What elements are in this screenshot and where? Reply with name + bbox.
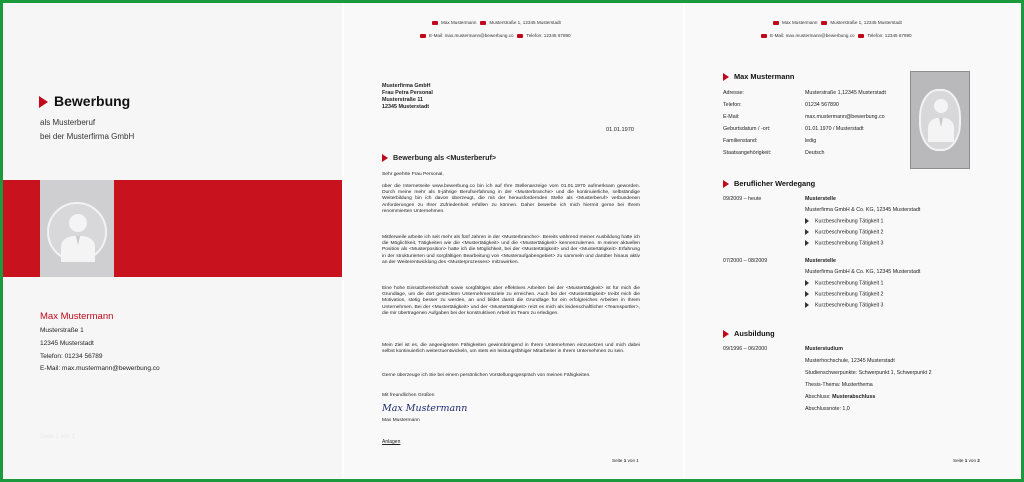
letter-subject: Bewerbung als <Musterberuf> [382, 153, 496, 162]
career-title-1: Musterstelle [805, 196, 836, 202]
person-icon [773, 21, 779, 25]
value-nationality: Deutsch [805, 150, 825, 156]
attachments-link[interactable]: Anlagen [382, 439, 401, 445]
career-company-1: Musterfirma GmbH & Co. KG, 12345 Musterstadt [805, 207, 921, 213]
photo-placeholder [40, 180, 114, 277]
letter-paragraph-2: Mittlerweile arbeite ich seit mehr als fünf Jahren in der <Musterbranche>. Bereits während meiner Ausbildung hatte ich die Möglichkeit, Tätigkeiten wie die <Mustertätigkeit> und die <Mustertätigkeit> kennenzulernen. In meiner aktuellen Position als <Musterposition> hatte ich die Möglichkeit, bei der <Mustertätigkeit> und der <Mustertätigkeit> Erfahrung in der strukturierten und sorgfältigen Bearbeitung von <Musteraufgabengebiet> zu sammeln und darüber hinaus aktiv an der Weiterentwicklung des <Musterprozesses> mitzuwirken. [382, 235, 640, 265]
career-task: Kurzbeschreibung Tätigkeit 2 [805, 291, 884, 297]
education-degree: Abschluss: Musterabschluss [805, 394, 876, 400]
cover-title: Bewerbung [39, 93, 130, 109]
header-contact-row1: Max Mustermann Musterstraße 1, 12345 Musterstadt [773, 20, 902, 25]
applicant-name: Max Mustermann [40, 311, 114, 322]
avatar-icon [919, 89, 961, 151]
page-number: Seite 1 von 1 [612, 458, 639, 463]
city: 12345 Musterstadt [40, 340, 94, 347]
cv-page [685, 3, 1021, 479]
value-birth: 01.01.1970 / Musterstadt [805, 126, 864, 132]
street: Musterstraße 1 [40, 327, 84, 334]
career-task: Kurzbeschreibung Tätigkeit 2 [805, 229, 884, 235]
letter-paragraph-4: Mein Ziel ist es, die angeeigneten Fähigkeiten gewinnbringend in Ihrem Unternehmen einzusetzen und mich dabei selbst kontinuierlich weiterzuentwickeln, um stets ein leistungsfähiger Mitarbeiter in Ihrem Unternehmen zu sein. [382, 343, 640, 355]
cover-subtitle-role: als Musterberuf [40, 118, 96, 127]
label-birth: Geburtsdatum / -ort: [723, 126, 771, 132]
header-contact-row1: Max Mustermann Musterstraße 1, 12345 Musterstadt [432, 20, 561, 25]
letter-paragraph-1: über die Internetseite www.bewerbung.co bin ich auf Ihre Stellenanzeige vom 01.01.1970 aufmerksam geworden. Durch meine mehr als 5-jährige Berufserfahrung in der <Musterbranche> und die kontinuierliche, selbständige Weiterbildung bin ich davon überzeugt, die mit der herausfordernden Stelle als <Musterberuf> verbundenen Anforderungen zu Ihrer Zufriedenheit erfüllen zu können. Daher bewerbe ich mich hiermit gerne bei Ihrem renommierten Unternehmen. [382, 184, 640, 214]
label-nationality: Staatsangehörigkeit: [723, 150, 772, 156]
signed-name: Max Mustermann [382, 418, 420, 423]
career-company-2: Musterfirma GmbH & Co. KG, 12345 Musterstadt [805, 269, 921, 275]
value-phone: 01234 567890 [805, 102, 839, 108]
education-school: Musterhochschule, 12345 Musterstadt [805, 358, 895, 364]
home-icon [480, 21, 486, 25]
arrow-icon [723, 73, 729, 81]
phone: Telefon: 01234 56789 [40, 353, 103, 360]
mail-icon [761, 34, 767, 38]
phone-icon [517, 34, 523, 38]
bullet-arrow-icon [805, 229, 809, 235]
arrow-icon [382, 154, 388, 162]
bullet-arrow-icon [805, 291, 809, 297]
career-period-1: 09/2009 – heute [723, 196, 762, 202]
arrow-icon [723, 330, 729, 338]
career-task: Kurzbeschreibung Tätigkeit 3 [805, 302, 884, 308]
person-icon [432, 21, 438, 25]
bullet-arrow-icon [805, 218, 809, 224]
page-number: Seite 1 von 2 [953, 458, 980, 463]
label-phone: Telefon: [723, 102, 742, 108]
cover-page [3, 3, 342, 479]
cv-name-heading: Max Mustermann [723, 72, 794, 81]
bullet-arrow-icon [805, 302, 809, 308]
letter-page [344, 3, 683, 479]
career-heading: Beruflicher Werdegang [723, 179, 815, 188]
letter-paragraph-3: Eine hohe Einsatzbereitschaft sowie sorgfältiges aber effektives Arbeiten bei der <Mustertätigkeit> ist für mich die Grundlage, um die dort gesteckten Unternehmensziele zu erreichen. Auch bei der <Mustertätigkeit> treibt mich die Motivation, stetig besser zu werden, an und bildet damit die Grundlage für ein erfolgreiches Arbeiten in Ihrem Unternehmen. Bei der <Mustertätigkeit> und der <Mustertätigkeit> reizt es mich als leidenschaftlicher <Teamsportler>, die mir übertragenen Aufgaben bei der konstruktiven Arbeit im Team zu erledigen. [382, 286, 640, 316]
label-marital: Familienstand: [723, 138, 758, 144]
education-period: 09/1996 – 06/2000 [723, 346, 768, 352]
bullet-arrow-icon [805, 240, 809, 246]
cover-subtitle-company: bei der Musterfirma GmbH [40, 132, 135, 141]
email: E-Mail: max.mustermann@bewerbung.co [40, 365, 160, 372]
letter-date: 01.01.1970 [606, 127, 634, 133]
header-contact-row2: E-Mail: max.mustermann@bewerbung.co Telefon: 12345 67890 [420, 33, 571, 38]
value-marital: ledig [805, 138, 817, 144]
letter-closing: Mit freundlichen Grüßen [382, 393, 435, 398]
letter-paragraph-5: Gerne überzeuge ich Sie bei einem persönlichen Vorstellungsgespräch von meinen Fähigkeiten. [382, 373, 591, 378]
recipient-address: Musterfirma GmbH Frau Petra Personal Musterstraße 11 12345 Musterstadt [382, 83, 433, 110]
signature: Max Mustermann [382, 403, 468, 414]
home-icon [821, 21, 827, 25]
phone-icon [858, 34, 864, 38]
mail-icon [420, 34, 426, 38]
career-period-2: 07/2000 – 08/2009 [723, 258, 768, 264]
faded-footer: Seite 1 von 1 [40, 434, 76, 440]
education-title: Musterstudium [805, 346, 843, 352]
education-heading: Ausbildung [723, 329, 775, 338]
letter-greeting: Sehr geehrte Frau Personal, [382, 172, 444, 177]
career-task: Kurzbeschreibung Tätigkeit 1 [805, 218, 884, 224]
education-grade: Abschlussnote: 1,0 [805, 406, 850, 412]
education-focus: Studienschwerpunkte: Schwerpunkt 1, Schwerpunkt 2 [805, 370, 932, 376]
value-address: Musterstraße 1,12345 Musterstadt [805, 90, 886, 96]
bullet-arrow-icon [805, 280, 809, 286]
arrow-icon [723, 180, 729, 188]
label-email: E-Mail: [723, 114, 740, 120]
career-title-2: Musterstelle [805, 258, 836, 264]
avatar-icon [47, 202, 107, 262]
career-task: Kurzbeschreibung Tätigkeit 1 [805, 280, 884, 286]
value-email: max.mustermann@bewerbung.co [805, 114, 885, 120]
arrow-icon [39, 96, 48, 108]
label-address: Adresse: [723, 90, 744, 96]
career-task: Kurzbeschreibung Tätigkeit 3 [805, 240, 884, 246]
cv-photo-placeholder [910, 71, 970, 169]
education-thesis: Thesis-Thema: Musterthema [805, 382, 873, 388]
header-contact-row2: E-Mail: max.mustermann@bewerbung.co Telefon: 12345 67890 [761, 33, 912, 38]
